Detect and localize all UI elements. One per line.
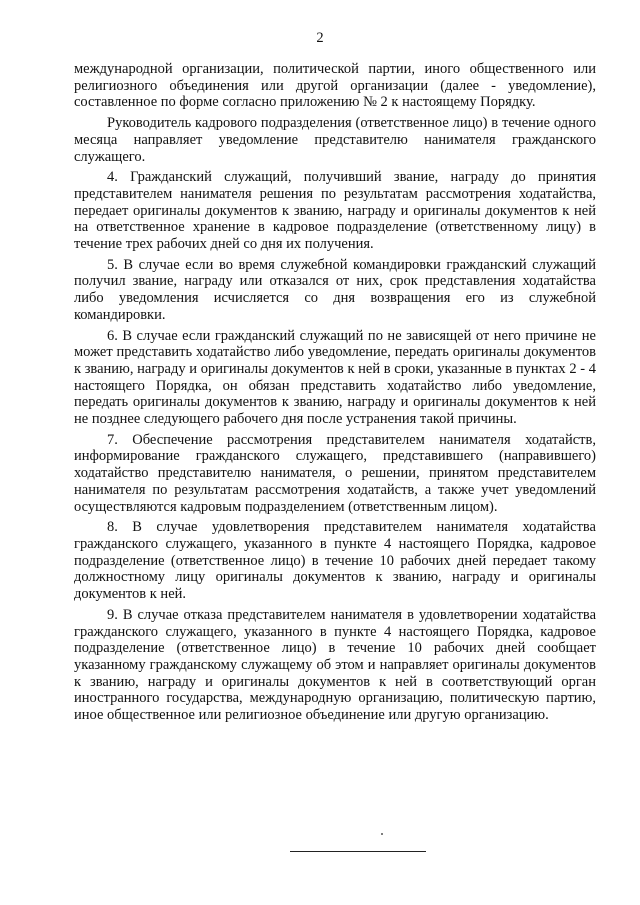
paragraph-item-4: 4. Гражданский служащий, получивший звание, награду до принятия представителем нанимателя решения по результатам рассмотрения ходатайства, передает оригиналы документов к званию, награду и оригиналы документов к ней на ответственное хранение в кадровое подразделение (ответственному лицу) в течение трех рабочих дней со дня их получения. (74, 169, 596, 253)
paragraph-item-8: 8. В случае удовлетворения представителем нанимателя ходатайства гражданского служащего, указанного в пункте 4 настоящего Порядка, кадровое подразделение (ответственное лицо) в течение 10 рабочих дней передает такому должностному лицу оригиналы документов к званию, награду и оригиналы документов к ней. (74, 519, 596, 603)
footer-dot (381, 833, 383, 835)
paragraph-hr-head: Руководитель кадрового подразделения (ответственное лицо) в течение одного месяца направляет уведомление представителю нанимателя гражданского служащего. (74, 115, 596, 165)
paragraph-item-6: 6. В случае если гражданский служащий по не зависящей от него причине не может представить ходатайство либо уведомление, передать оригиналы документов к званию, награду и оригиналы документов к ней в сроки, указанные в пунктах 2 - 4 настоящего Порядка, он обязан представить ходатайство либо уведомление, передать оригиналы документов к званию, награду и оригиналы документов к ней не позднее следующего рабочего дня после устранения такой причины. (74, 327, 596, 428)
end-of-document-line (290, 851, 426, 852)
paragraph-item-7: 7. Обеспечение рассмотрения представителем нанимателя ходатайств, информирование гражданского служащего, представившего (направившего) ходатайство представителю нанимателя, о решении, принятом представителем нанимателя по результатам рассмотрения ходатайств, а также учет уведомлений осуществляются кадровым подразделением (ответственным лицом). (74, 431, 596, 515)
page-number: 2 (316, 30, 324, 46)
paragraph-item-5: 5. В случае если во время служебной командировки гражданский служащий получил звание, награду или отказался от них, срок представления ходатайства либо уведомления исчисляется со дня возвращения его из служебной командировки. (74, 256, 596, 323)
paragraph-item-9: 9. В случае отказа представителем нанимателя в удовлетворении ходатайства гражданского служащего, указанного в пункте 4 настоящего Порядка, кадровое подразделение (ответственное лицо) в течение 10 рабочих дней сообщает указанному гражданскому служащему об этом и направляет оригиналы документов к званию, награду и оригиналы документов к ней в соответствующий орган иностранного государства, международную организацию, политическую партию, иное общественное или религиозное объединение или другую организацию. (74, 606, 596, 724)
paragraph-continuation: международной организации, политической партии, иного общественного или религиозного объединения или другой организации (далее - уведомление), составленное по форме согласно приложению № 2 к настоящему Порядку. (74, 61, 596, 111)
document-body (74, 61, 596, 724)
